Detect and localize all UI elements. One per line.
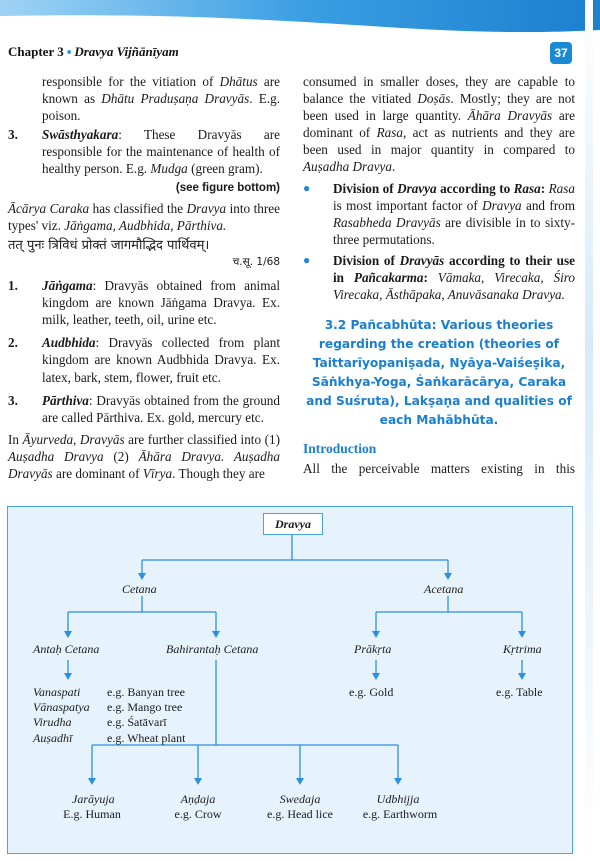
example-gold: e.g. Gold [349,685,394,699]
node-udbhijja: Udbhijja [376,792,420,806]
node-andaja: Aṇḍaja [180,792,216,806]
example-human: E.g. Human [63,807,121,821]
page-number: 37 [550,42,572,64]
right-intro-paragraph: consumed in smaller doses, they are capable to balance the vitiated Doṣās. Mostly; they are not been used in large quantity. Āhāra Dravyās are dominant of Rasa, act as nutrients and they are been used in major quantity in compared to Auṣadha Dravya. [303,74,575,175]
see-figure-note: (see figure bottom) [175,181,280,194]
list-item: Auṣadhī e.g. Wheat plant [33,730,186,745]
bullet-dot-icon: ● [303,180,311,195]
node-dravya: Dravya [263,513,323,535]
chapter-label: Chapter 3 [8,44,64,59]
example-crow: e.g. Crow [174,807,222,821]
separator-square-icon: ▪ [66,44,72,59]
bullet-pancakarma-division: ● Division of Dravyās according to their use in Pañcakarma: Vāmaka, Virecaka, Śiro Virecaka, Āsthāpaka, Anuvāsanaka Dravya. [303,252,576,303]
sanskrit-verse: तत् पुनः त्रिविधं प्रोक्तं जागमौद्भिद पार्थिवम्। [8,237,210,253]
closing-paragraph: In Āyurveda, Dravyās are further classified into (1) Auṣadha Dravya (2) Āhāra Dravya. Auṣadha Dravyās are dominant of Vīrya. Though they are [8,431,280,481]
list-item: Vanaspati e.g. Banyan tree [33,685,185,699]
caraka-paragraph: Ācārya Caraka has classified the Dravya into three types' viz. Jāṅgama, Audbhida, Pārthiva. [8,200,280,233]
node-prakrta: Prākṛta [354,642,392,656]
list-item-swasthyakara: 3. Swāsthyakara: These Dravyās are responsible for the maintenance of health of healthy person. E.g. Mudga (green gram). [8,127,280,177]
example-earthworm: e.g. Earthworm [362,807,438,821]
node-cetana: Cetana [122,582,157,596]
list-item-jangama: 1. Jāṅgama: Dravyās obtained from animal kingdom are known Jāṅgama Dravya. Ex. milk, leather, teeth, oil, urine etc. [8,278,280,328]
verse-reference: च.सू. 1/68 [232,255,280,268]
node-krtrima: Kṛtrima [503,642,542,656]
example-head-lice: e.g. Head lice [267,807,333,821]
node-bahirantah-cetana: Bahirantaḥ Cetana [166,642,259,656]
bullet-rasa-division: ● Division of Dravya according to Rasa: Rasa is most important factor of Dravya and from Rasabheda Dravyās are divisible in to sixty-three permutations. [303,180,575,247]
antah-cetana-examples [33,685,185,746]
node-jarayuja: Jarāyuja [72,792,115,806]
node-swedaja: Swedaja [279,792,321,806]
chapter-title: Dravya Vijñānīyam [74,44,179,59]
bullet-dot-icon: ● [303,252,311,267]
node-acetana: Acetana [424,582,464,596]
list-item-audbhida: 2. Audbhida: Dravyās collected from plant kingdom are known Audbhida Dravya. Ex. latex, bark, stem, flower, fruit etc. [8,335,280,385]
example-table: e.g. Table [496,685,543,699]
list-item-parthiva: 3. Pārthiva: Dravyās obtained from the ground are called Pārthiva. Ex. gold, mercury etc. [8,392,280,425]
section-heading-3-2: 3.2 Pañcabhūta: Various theories regarding the creation (theories of Taittarīyopaniṣada, Nyāya-Vaiśeṣika, Sāṅkhya-Yoga, Śaṅkarācārya, Caraka and Suśruta), Lakṣaṇa and qualities of each Mahābhūta. [306,318,572,428]
introduction-title: Introduction [303,441,377,457]
list-item: Virudha e.g. Śatāvarī [33,715,167,730]
introduction-text: All the perceivable matters existing in this [303,461,575,477]
left-intro-paragraph: responsible for the vitiation of Dhātus are known as Dhātu Praduṣaṇa Dravyās. E.g. poison. [42,74,280,124]
list-item: Vānaspatya e.g. Mango tree [33,700,183,715]
node-antah-cetana: Antaḥ Cetana [33,642,100,656]
